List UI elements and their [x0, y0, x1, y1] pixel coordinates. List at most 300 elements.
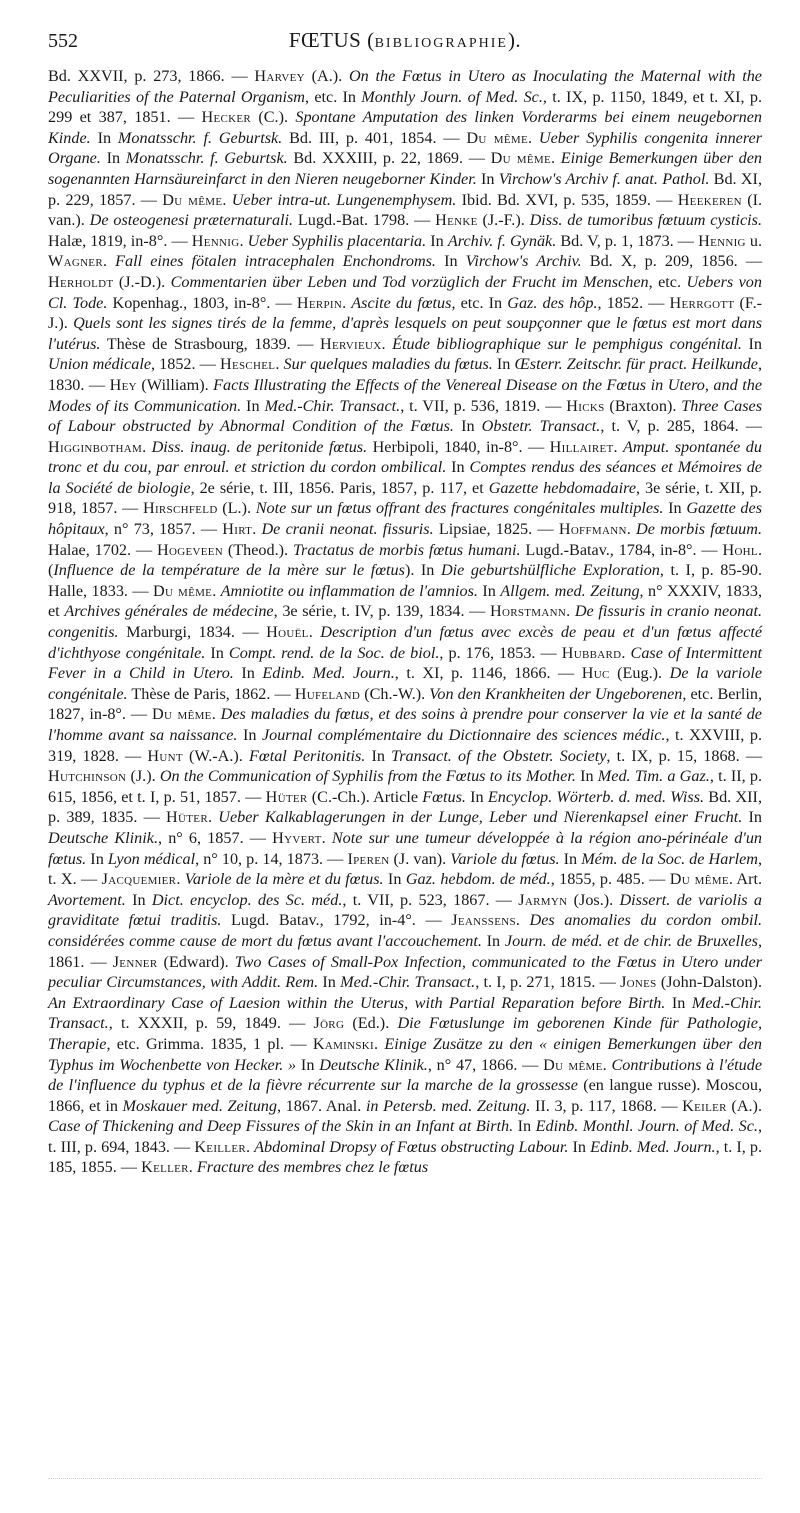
entry-text: .: [212, 581, 221, 600]
entry-title: Ueber Kalkablagerungen in der Lunge, Leber und Nierenkapsel einer Frucht.: [218, 808, 743, 827]
entry-author: Jörg: [313, 1014, 345, 1033]
entry-title: De osteogenesi præternaturali.: [89, 211, 294, 230]
entry-title: Gazette des hôpitaux: [48, 499, 763, 539]
entry-title: Étude bibliographique sur le pemphigus congénital.: [392, 334, 742, 353]
entry-text: , etc.: [648, 272, 687, 291]
bibliography-entry: [147, 747, 391, 765]
entry-title: Diss. inaug. de peritonide fœtus.: [151, 437, 368, 456]
entry-title: Abdominal Dropsy of Fœtus obstructing Labour.: [254, 1137, 569, 1156]
entry-title: Einige Bemerkungen über den sogenannten Harnsäureinfarct in den Nieren neugeborner Kinder.: [48, 149, 763, 188]
entry-title: Med.-Chir. Transact.: [264, 396, 401, 415]
entry-text: (Ed.).: [344, 1014, 398, 1033]
entry-text: .: [321, 828, 332, 847]
entry-text: . Art.: [728, 870, 763, 889]
entry-title: Med.-Chir. Transact.: [48, 993, 762, 1033]
entry-text: .: [308, 623, 321, 642]
entry-text: , t. VII, p. 523, 1867. —: [342, 890, 519, 909]
entry-title: Fall eines fötalen intracephalen Enchondroms.: [115, 252, 436, 271]
running-title: [48, 28, 762, 53]
entry-author: Du même: [490, 149, 551, 168]
entry-author: Hennig: [698, 231, 746, 250]
entry-text: .: [245, 1137, 255, 1156]
entry-text: In: [477, 581, 501, 600]
entry-title: Case of Intermittent Fever in a Child in Utero.: [48, 643, 763, 683]
bibliography-entry: [162, 191, 677, 209]
entry-text: , 1852. —: [151, 355, 220, 374]
entry-title: Transact. of the Obstetr. Society: [391, 746, 607, 765]
entry-title: Med.-Chir. Transact.: [340, 973, 476, 992]
entry-title: Note sur une tumeur développée à la région ano-périnéale d'un fœtus.: [48, 828, 763, 868]
entry-title: Fracture des membres chez le fœtus: [196, 1158, 429, 1177]
entry-title: Gaz. des hôp.: [507, 293, 598, 312]
entry-title: Dict. encyclop. des Sc. méd.: [151, 890, 343, 909]
entry-text: , t. I, p. 271, 1815. —: [475, 973, 621, 992]
bibliography-entry: [222, 520, 559, 538]
entry-text: In: [446, 458, 470, 477]
running-title-close: ).: [507, 28, 522, 52]
entry-text: In: [513, 1117, 536, 1136]
entry-title: Allgem. med. Zeitung: [500, 581, 640, 600]
entry-text: .: [176, 870, 185, 889]
bibliography-entry: [143, 499, 686, 517]
entry-text: , t. IX, p. 1150, 1849, et t. XI, p. 299 et 387, 1851. —: [48, 87, 763, 127]
entry-title: Amput. spontanée du tronc et du cou, par enroul. et striction du cordon ombilical.: [48, 437, 762, 477]
entry-text: (F.-J.).: [48, 293, 763, 333]
entry-text: , n° 73, 1857. —: [104, 520, 223, 539]
entry-text: In: [426, 231, 448, 250]
entry-text: , 2e série, t. III, 1856. Paris, 1857, p. 117, et: [190, 478, 489, 497]
entry-text: , n° 6, 1857. —: [158, 828, 273, 847]
entry-text: Marburgi, 1834. —: [118, 623, 267, 642]
entry-text: , t. VII, p. 536, 1819. —: [400, 396, 567, 415]
entry-title: Ueber Syphilis placentaria.: [247, 231, 427, 250]
entry-text: .: [211, 705, 221, 724]
entry-author: Jones: [620, 973, 657, 992]
entry-title: Description d'un fœtus avec excès de peau et d'un fœtus affecté d'ichthyose congénitale.: [48, 623, 763, 662]
entry-text: Lipsiae, 1825. —: [433, 520, 559, 539]
entry-title: Journ. de méd. et de chir. de Bruxelles: [504, 931, 758, 950]
entry-text: , 3e série, t. IV, p. 139, 1834. —: [273, 602, 490, 621]
bibliography-entry: [157, 541, 722, 559]
entry-text: , t. IX, p. 15, 1868. —: [606, 746, 763, 765]
entry-text: (C.).: [251, 108, 296, 127]
entry-title: Med. Tim. a Gaz.: [597, 767, 710, 786]
entry-title: Monthly Journ. of Med. Sc.: [361, 87, 543, 106]
entry-author: Heekeren: [677, 190, 742, 209]
entry-text: .: [381, 334, 393, 353]
entry-text: Halae, 1702. —: [48, 540, 157, 559]
entry-text: .: [239, 231, 248, 250]
entry-author: Kaminski: [312, 1034, 374, 1053]
entry-text: .: [142, 437, 152, 456]
entry-text: (Ch.-W.).: [360, 684, 430, 703]
entry-title: Influence de la température de la mère sur le fœtus: [53, 561, 405, 580]
bibliography-entry: [48, 829, 272, 847]
entry-author: Jeanssens: [451, 911, 516, 930]
entry-text: (L.).: [217, 499, 256, 518]
entry-text: .: [621, 643, 631, 662]
entry-title: Three Cases of Labour obstructed by Abnormal Condition of the Fœtus.: [48, 396, 763, 436]
bibliography-entry: [391, 747, 762, 765]
entry-text: (en langue russe). Moscou, 1866, et in: [48, 1076, 762, 1115]
entry-text: , n° 10, p. 14, 1873. —: [195, 849, 348, 868]
entry-title: Ueber intra-ut. Lungenemphysem.: [231, 190, 457, 209]
entry-text: In: [665, 993, 692, 1012]
entry-title: Virchow's Archiv f. anat. Pathol.: [498, 169, 710, 188]
entry-text: In: [435, 252, 466, 271]
bibliography-entry: [48, 767, 598, 785]
entry-title: Uebers von Cl. Tode.: [48, 272, 762, 312]
entry-text: In: [100, 149, 126, 168]
entry-text: Ibid. Bd. XVI, p. 535, 1859. —: [456, 190, 678, 209]
entry-text: (Braxton).: [604, 396, 682, 415]
entry-author: Du même: [543, 1055, 603, 1074]
entry-title: Fœtal Peritonitis.: [249, 746, 366, 765]
entry-title: De la variole congénitale.: [48, 664, 763, 703]
entry-text: (J. van).: [389, 849, 451, 868]
entry-text: (I. van.).: [48, 190, 763, 230]
entry-text: .: [188, 1158, 197, 1177]
entry-text: (W.-A.).: [182, 746, 250, 765]
entry-text: (William).: [136, 375, 214, 394]
entry-title: Union médicale: [48, 355, 151, 374]
bibliography-entry: [48, 438, 550, 456]
entry-title: Die geburtshülfliche Exploration: [440, 561, 660, 580]
bibliography-entry: [340, 973, 620, 991]
bibliography-entry: [64, 602, 490, 620]
entry-text: In: [233, 664, 263, 683]
entry-text: (A.).: [726, 1096, 762, 1115]
entry-text: Bd. XI, p. 229, 1857. —: [48, 169, 762, 209]
entry-title: Von den Krankheiten der Ungeborenen: [429, 684, 683, 703]
running-title-main: FŒTUS (: [288, 28, 375, 52]
entry-text: .: [515, 911, 530, 930]
entry-text: In: [663, 499, 687, 518]
entry-text: (Edward).: [157, 952, 235, 971]
entry-text: , t. V, p. 285, 1864. —: [600, 417, 762, 436]
entry-text: .: [602, 1055, 612, 1074]
entry-text: , n° XXXIV, 1833, et: [48, 581, 762, 621]
entry-text: In: [481, 931, 505, 950]
entry-text: (J.).: [126, 767, 160, 786]
entry-title: Quels sont les signes tirés de la femme, d'après lesquels on peut soupçonner que le fœtus est mort dans l'utérus.: [48, 314, 762, 353]
bibliography-entry: [194, 1138, 590, 1156]
entry-title: Moskauer med. Zeitung: [122, 1096, 277, 1115]
entry-title: De cranii neonat. fissuris.: [261, 520, 434, 539]
bibliography-entry: [229, 644, 562, 662]
entry-author: Hutchinson: [48, 767, 127, 786]
entry-text: In: [296, 1055, 320, 1074]
entry-text: (Theod.).: [223, 540, 293, 559]
entry-author: Hyvert: [272, 828, 322, 847]
entry-text: , 1852. —: [597, 293, 670, 312]
entry-title: De morbis fœtuum.: [636, 520, 763, 539]
entry-text: , etc. In: [305, 87, 362, 106]
entry-title: Tractatus de morbis fœtus humani.: [292, 540, 521, 559]
entry-author: Horstmann: [490, 602, 567, 621]
entry-text: Bd. V, p. 1, 1873. —: [556, 231, 699, 250]
entry-title: Die Fœtuslunge im geborenen Kinde für Pathologie, Therapie: [48, 1014, 762, 1053]
entry-title: Amniotite ou inflammation de l'amnios.: [220, 581, 478, 600]
entry-author: Herpin: [296, 293, 343, 312]
entry-title: Gaz. hebdom. de méd.: [405, 870, 551, 889]
entry-text: In: [86, 849, 108, 868]
entry-text: II. 3, p. 117, 1868. —: [530, 1096, 683, 1115]
entry-title: An Extraordinary Case of Laesion within the Uterus, with Partial Reparation before Birth.: [48, 993, 666, 1012]
entry-author: Jenner: [112, 952, 158, 971]
entry-author: Hüter: [166, 808, 208, 827]
entry-author: Jacquemier: [101, 870, 177, 889]
entry-author: Harvey: [254, 67, 305, 85]
bibliography-entry: [297, 294, 507, 312]
entry-text: , etc. In: [451, 293, 508, 312]
entry-author: Du même: [669, 870, 729, 889]
entry-title: Monatsschr. f. Geburtsk.: [125, 149, 288, 168]
entry-title: Facts Illustrating the Effects of the Venereal Disease on the Fœtus in Utero, and the Modes of its Communication.: [48, 375, 763, 415]
entry-author: Hogeveen: [156, 540, 223, 559]
entry-title: Variole de la mère et du fœtus.: [184, 870, 384, 889]
bibliography-entry: [48, 355, 220, 373]
entry-author: Hey: [109, 375, 137, 394]
entry-text: .: [102, 252, 116, 271]
entry-text: Kopenhag., 1803, in-8°. —: [107, 293, 297, 312]
entry-text: , t. I, p. 185, 1855. —: [48, 1137, 762, 1177]
entry-text: , 1830. —: [48, 355, 763, 394]
bibliography-entry: [108, 850, 348, 868]
entry-text: In: [465, 787, 488, 806]
bibliography-entry: [118, 129, 466, 147]
entry-title: Dissert. de variolis a graviditate fœtui traditis.: [48, 890, 762, 930]
entry-title: Commentarien über Leben und Tod vorzüglich der Frucht im Menschen: [170, 272, 649, 291]
entry-author: Keiller: [194, 1137, 246, 1156]
entry-text: , 1861. —: [48, 931, 762, 971]
entry-text: In: [125, 890, 152, 909]
bibliography-entry: [48, 252, 466, 270]
entry-text: In: [568, 1137, 591, 1156]
entry-author: Du même: [162, 190, 223, 209]
entry-text: Bd. XII, p. 389, 1835. —: [48, 787, 762, 827]
entry-title: Virchow's Archiv.: [465, 252, 582, 271]
entry-text: , t. XXVIII, p. 319, 1828. —: [48, 726, 762, 765]
entry-author: Hubbard: [561, 643, 622, 662]
entry-text: , t. I, p. 85-90. Halle, 1833. —: [48, 561, 763, 600]
entry-text: .: [207, 808, 219, 827]
entry-text: .: [252, 520, 262, 539]
entry-text: In: [365, 746, 392, 765]
entry-text: In: [741, 334, 763, 353]
entry-title: Einige Zusätze zu den « einigen Bemerkungen über den Typhus im Wochenbette von Hecker. »: [48, 1034, 763, 1074]
entry-text: , t. II, p. 615, 1856, et t. I, p. 51, 1857. —: [48, 767, 762, 806]
entry-author: Wagner: [48, 252, 103, 271]
entry-text: , 1855, p. 485. —: [550, 870, 670, 889]
entry-author: Hüter: [265, 787, 308, 806]
entry-author: Hirt: [222, 520, 253, 539]
bibliography-entry: [366, 1097, 682, 1115]
entry-title: Note sur un fœtus offrant des fractures congénitales multiples.: [255, 499, 664, 518]
entry-author: Hirschfeld: [142, 499, 218, 518]
entry-text: Bd. XXVII, p. 273, 1866. —: [48, 67, 255, 85]
entry-text: Lugd.-Bat. 1798. —: [293, 211, 436, 230]
entry-title: Deutsche Klinik.: [319, 1055, 428, 1074]
entry-text: .: [551, 149, 561, 168]
bibliography-entry: [48, 273, 686, 291]
entry-title: Deutsche Klinik.: [48, 828, 158, 847]
entry-author: Huc: [581, 664, 610, 683]
entry-title: Variole du fœtus.: [450, 849, 560, 868]
entry-text: , n° 47, 1866. —: [427, 1055, 544, 1074]
bibliography-entry: [466, 252, 762, 270]
entry-text: .: [342, 293, 352, 312]
bibliography-entry: [264, 397, 566, 415]
entry-title: Œsterr. Zeitschr. für pract. Heilkunde: [514, 355, 758, 374]
bibliography-entry: [152, 891, 518, 909]
entry-text: . (: [48, 540, 762, 580]
entry-title: Avortement.: [48, 890, 126, 909]
bibliography-entry: [166, 808, 762, 826]
entry-text: (A.).: [304, 67, 349, 85]
entry-text: (J.-F.).: [477, 211, 530, 230]
entry-text: Thèse de Paris, 1862. —: [127, 684, 295, 703]
entry-text: , t. XI, p. 1146, 1866. —: [394, 664, 582, 683]
entry-author: Hillairet: [549, 437, 614, 456]
entry-text: In: [237, 726, 262, 744]
entry-title: On the Communication of Syphilis from the Fœtus to its Mother.: [159, 767, 576, 786]
entry-author: Iperen: [347, 849, 390, 868]
bibliography-entry: [448, 232, 698, 250]
entry-author: Hicks: [566, 396, 605, 415]
entry-author: Hervieux: [320, 334, 382, 353]
entry-text: Thèse de Strasbourg, 1839. —: [100, 334, 321, 353]
entry-text: .: [222, 190, 232, 209]
entry-title: Mém. de la Soc. de Harlem: [581, 849, 758, 868]
entry-text: .: [374, 1034, 385, 1053]
entry-text: , t. X. —: [48, 849, 763, 889]
entry-title: Diss. de tumoribus fœtuum cysticis.: [529, 211, 762, 230]
entry-author: Hohl: [722, 540, 758, 559]
bibliography-entry: [319, 1056, 543, 1074]
entry-text: .: [275, 355, 284, 374]
running-head: [48, 28, 762, 62]
entry-text: .: [527, 128, 539, 147]
entry-title: Archives générales de médecine: [64, 602, 274, 621]
entry-text: In: [453, 417, 482, 436]
bibliography-entry: [320, 335, 762, 353]
entry-text: In: [476, 169, 499, 188]
entry-text: In: [559, 849, 582, 868]
bibliography-entry: [141, 1158, 428, 1176]
entry-author: Hunt: [147, 746, 183, 765]
entry-title: Ascite du fœtus: [351, 293, 452, 312]
entry-title: Obstetr. Transact.: [481, 417, 601, 436]
bibliography-entry: [102, 870, 406, 888]
entry-title: Monatsschr. f. Geburtsk.: [117, 128, 283, 147]
entry-title: Lyon médical: [107, 849, 196, 868]
bibliography-entry: [266, 788, 488, 806]
page-number: 552: [48, 30, 78, 52]
entry-author: Henke: [435, 211, 478, 230]
entry-author: Herrgott: [669, 293, 735, 312]
entry-text: (C.-Ch.). Article: [307, 787, 423, 806]
entry-author: Hoffmann: [558, 520, 627, 539]
bibliography-entry: [507, 294, 669, 312]
bibliography-entry: [192, 232, 448, 250]
entry-author: Hennig: [191, 231, 240, 250]
entry-text: Halæ, 1819, in-8°. —: [48, 231, 192, 250]
entry-text: (John-Dalston).: [656, 973, 762, 992]
entry-author: Herholdt: [48, 272, 114, 291]
entry-text: Bd. III, p. 401, 1854. —: [282, 128, 467, 147]
entry-text: In: [492, 355, 515, 374]
entry-author: Hufeland: [294, 684, 361, 703]
entry-text: Lugd.-Batav., 1784, in-8°. —: [520, 540, 723, 559]
footer-scan-noise: [48, 1478, 762, 1485]
entry-title: Fœtus.: [422, 787, 466, 806]
entry-text: Bd. XXXIII, p. 22, 1869. —: [287, 149, 491, 168]
entry-text: .: [566, 602, 575, 621]
entry-text: (J.-D.).: [113, 272, 171, 291]
bibliography-entry: [153, 582, 500, 600]
entry-title: Journal complémentaire du Dictionnaire des sciences médic.: [261, 726, 666, 744]
entry-text: In: [205, 643, 229, 662]
entry-text: In: [742, 808, 763, 827]
entry-author: Hecker: [201, 108, 252, 127]
entry-text: , p. 176, 1853. —: [439, 643, 562, 662]
entry-title: Case of Thickening and Deep Fissures of the Skin in an Infant at Birth.: [48, 1117, 514, 1136]
entry-author: Du même: [152, 705, 212, 724]
entry-text: .: [613, 437, 623, 456]
entry-title: Ueber Syphilis congenita innerer Organe.: [48, 128, 763, 168]
entry-author: Keiler: [682, 1096, 727, 1115]
entry-text: ). In: [404, 561, 441, 580]
entry-title: Edinb. Med. Journ.: [590, 1137, 716, 1156]
entry-title: Sur quelques maladies du fœtus.: [283, 355, 493, 374]
entry-text: (Jos.).: [567, 890, 620, 909]
entry-title: On the Fœtus in Utero as Inoculating the Maternal with the Peculiarities of the Paternal Organism: [48, 67, 762, 106]
entry-title: Edinb. Monthl. Journ. of Med. Sc.: [535, 1117, 758, 1136]
entry-text: .: [626, 520, 636, 539]
entry-author: Jarmyn: [518, 890, 568, 909]
entry-author: Heschel: [219, 355, 276, 374]
entry-author: Higginbotham: [48, 437, 143, 456]
entry-text: Bd. X, p. 209, 1856. —: [581, 252, 763, 271]
entry-text: In: [575, 767, 598, 786]
entry-title: Compt. rend. de la Soc. de biol.: [228, 643, 440, 662]
entry-text: , t. III, p. 694, 1843. —: [48, 1117, 763, 1156]
entry-text: , etc. Berlin, 1827, in-8°. —: [48, 684, 763, 724]
bibliography-entry: [262, 664, 581, 682]
bibliography-text: [48, 66, 762, 1178]
running-title-section: BIBLIOGRAPHIE: [374, 36, 508, 51]
entry-author: Keller: [141, 1158, 189, 1177]
entry-title: Contributions à l'étude de l'influence du typhus et de la fièvre récurrente sur la marche de la grossesse: [48, 1055, 763, 1095]
entry-text: Herbipoli, 1840, in-8°. —: [367, 437, 550, 456]
entry-title: in Petersb. med. Zeitung.: [365, 1096, 531, 1115]
bibliography-entry: [220, 355, 515, 373]
bibliography-entry: [123, 1097, 366, 1115]
entry-author: Houël: [266, 623, 309, 642]
entry-title: Archiv. f. Gynäk.: [447, 231, 557, 250]
entry-text: , t. XXXII, p. 59, 1849. —: [108, 1014, 314, 1033]
entry-title: De fissuris in cranio neonat. congenitis.: [48, 602, 763, 642]
entry-text: , etc. Grimma. 1835, 1 pl. —: [106, 1034, 313, 1053]
entry-title: Encyclop. Wörterb. d. med. Wiss.: [487, 787, 705, 806]
entry-text: In: [383, 870, 406, 889]
entry-author: Du même: [466, 128, 528, 147]
bibliography-entry: [347, 850, 581, 868]
entry-text: (Eug.).: [609, 664, 670, 683]
entry-text: Lugd. Batav., 1792, in-4°. —: [221, 911, 452, 930]
bibliography-entry: [126, 149, 491, 167]
